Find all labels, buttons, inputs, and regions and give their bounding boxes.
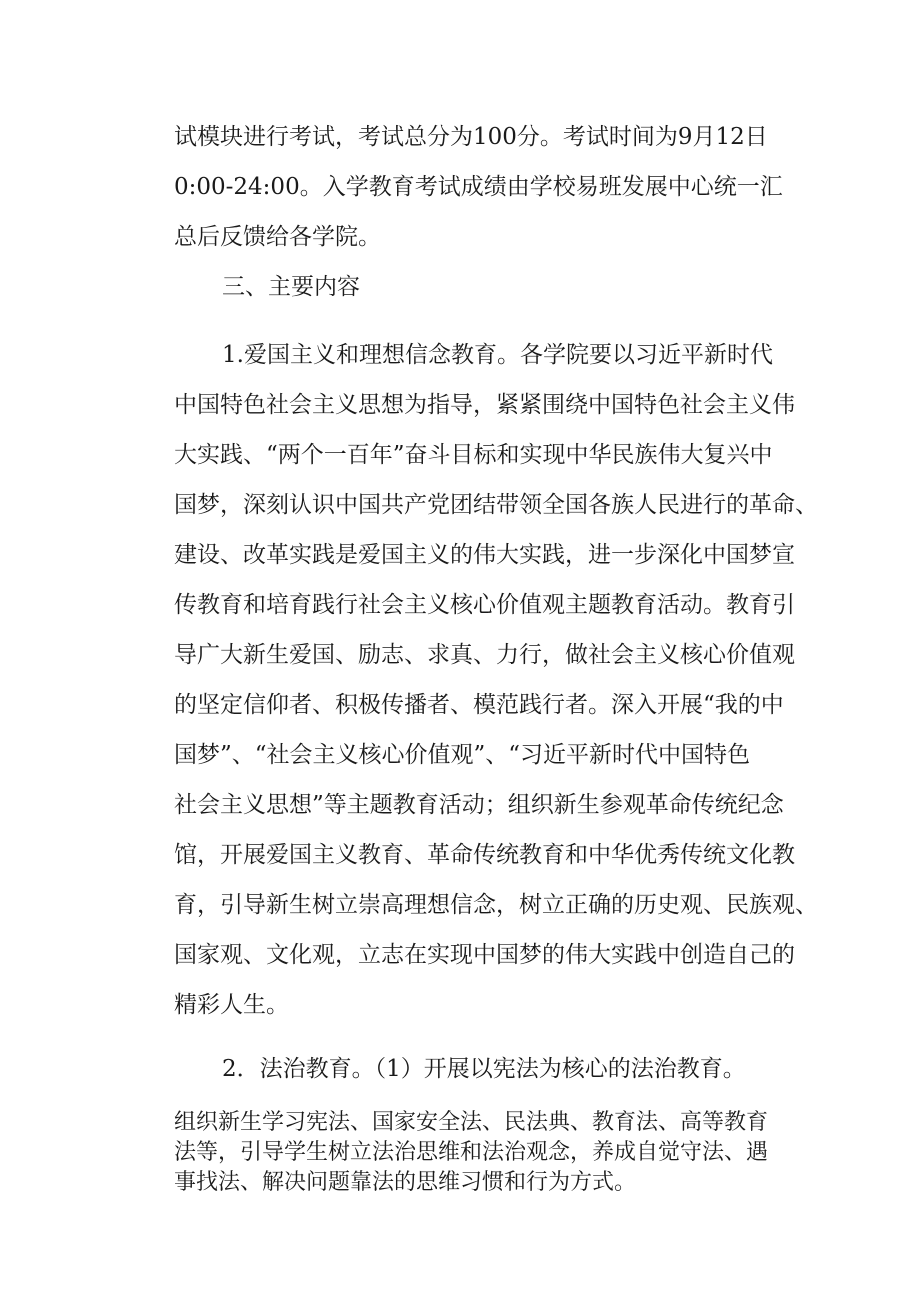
intro-line-1: 试模块进行考试，考试总分为100分。考试时间为9月12日 — [174, 124, 768, 150]
item2-line-1: 组织新生学习宪法、国家安全法、民法典、教育法、高等教育 — [174, 1110, 769, 1135]
item1-line-1: 1.爱国主义和理想信念教育。各学院要以习近平新时代 — [222, 342, 773, 368]
intro-line-2: 0:00-24:00。入学教育考试成绩由学校易班发展中心统一汇 — [174, 174, 783, 200]
section-heading: 三、主要内容 — [222, 274, 360, 300]
item1-line-7: 导广大新生爱国、励志、求真、力行，做社会主义核心价值观 — [174, 642, 795, 668]
item1-line-11: 馆，开展爱国主义教育、革命传统教育和中华优秀传统文化教 — [174, 842, 795, 868]
item1-line-2: 中国特色社会主义思想为指导，紧紧围绕中国特色社会主义伟 — [174, 392, 795, 418]
item1-line-12: 育，引导新生树立崇高理想信念，树立正确的历史观、民族观、 — [174, 892, 818, 918]
item1-line-4: 国梦，深刻认识中国共产党团结带领全国各族人民进行的革命、 — [174, 492, 818, 518]
item2-heading: 2．法治教育。（1）开展以宪法为核心的法治教育。 — [222, 1056, 746, 1082]
item2-line-3: 事找法、解决问题靠法的思维习惯和行为方式。 — [174, 1170, 637, 1195]
item1-line-6: 传教育和培育践行社会主义核心价值观主题教育活动。教育引 — [174, 592, 795, 618]
item2-line-2: 法等，引导学生树立法治思维和法治观念，养成自觉守法、遇 — [174, 1140, 769, 1165]
item1-line-10: 社会主义思想”等主题教育活动；组织新生参观革命传统纪念 — [174, 792, 784, 818]
item1-line-5: 建设、改革实践是爱国主义的伟大实践，进一步深化中国梦宣 — [174, 542, 795, 568]
item1-line-13: 国家观、文化观，立志在实现中国梦的伟大实践中创造自己的 — [174, 942, 795, 968]
item1-line-3: 大实践、“两个一百年”奋斗目标和实现中华民族伟大复兴中 — [174, 442, 773, 468]
item1-line-14: 精彩人生。 — [174, 992, 289, 1018]
intro-line-3: 总后反馈给各学院。 — [174, 224, 381, 250]
item1-line-8: 的坚定信仰者、积极传播者、模范践行者。深入开展“我的中 — [174, 692, 784, 718]
item1-line-9: 国梦”、“社会主义核心价值观”、“习近平新时代中国特色 — [174, 742, 751, 768]
